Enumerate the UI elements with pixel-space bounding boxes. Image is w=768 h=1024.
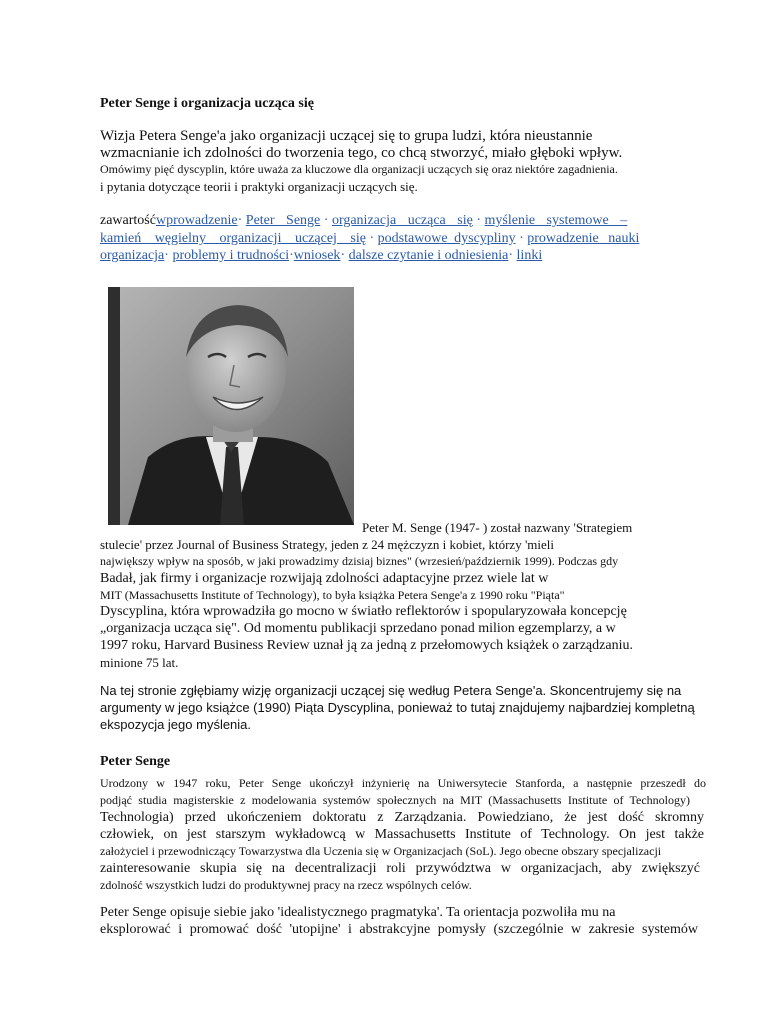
focus-line: argumenty w jego książce (1990) Piąta Dyscyplina, ponieważ to tutaj znajdujemy najbardziej kompletną: [100, 700, 695, 715]
bio-intro-line: Peter M. Senge (1947- ) został nazwany 'Strategiem: [362, 520, 633, 535]
bio-intro-line: Badał, jak firmy i organizacje rozwijają zdolności adaptacyjne przez wiele lat w: [100, 571, 549, 586]
bio-line: Technologia) przed ukończeniem doktoratu z Zarządzania. Powiedziano, że jest dość skromny: [100, 810, 704, 825]
focus-line: ekspozycja jego myślenia.: [100, 717, 252, 732]
focus-line: Na tej stronie zgłębiamy wizję organizacji uczącej się według Petera Senge'a. Skoncentrujemy się na: [100, 683, 682, 698]
toc-link-organizacja[interactable]: organizacja: [100, 248, 165, 263]
section-heading: Peter Senge: [100, 754, 171, 769]
bio-line: podjąć studia magisterskie z modelowania systemów społecznych na MIT (Massachusetts Institute of Technology): [100, 793, 690, 807]
toc-link-wniosek[interactable]: wniosek: [293, 248, 341, 263]
closing-line: Peter Senge opisuje siebie jako 'idealistycznego pragmatyka'. Ta orientacja pozwoliła mu na: [100, 905, 616, 920]
bio-line: człowiek, on jest starszym wykładowcą w Massachusetts Institute of Technology. On jest także: [100, 827, 704, 842]
intro-line: Omówimy pięć dyscyplin, które uważa za kluczowe dla organizacji uczących się oraz niektóre zagadnienia.: [100, 162, 618, 176]
toc-link-prowadzenie-nauki[interactable]: prowadzenie nauki: [527, 231, 640, 246]
bio-intro-line: stulecie' przez Journal of Business Strategy, jeden z 24 mężczyzn i kobiet, którzy 'mieli: [100, 537, 555, 552]
toc-link-peter-senge[interactable]: Peter Senge: [245, 213, 321, 228]
bio-line: zdolność wszystkich ludzi do produktywnej pracy na rzecz wspólnych celów.: [100, 878, 472, 892]
toc-link-dalsze-czytanie[interactable]: dalsze czytanie i odniesienia: [348, 248, 509, 263]
toc-link-linki[interactable]: linki: [516, 248, 543, 263]
bio-intro-line: największy wpływ na sposób, w jaki prowadzimy dzisiaj biznes" (wrzesień/październik 1999). Podczas gdy: [100, 554, 619, 568]
bio-line: Urodzony w 1947 roku, Peter Senge ukończył inżynierię na Uniwersytecie Stanforda, a następnie przeszedł do: [100, 776, 706, 790]
toc-line-2: kamień węgielny organizacji uczącej się · podstawowe dyscypliny · prowadzenie nauki: [100, 231, 640, 246]
intro-line: i pytania dotyczące teorii i praktyki organizacji uczących się.: [100, 179, 418, 194]
bio-intro-line: MIT (Massachusetts Institute of Technology), to była książka Petera Senge'a z 1990 roku "Piąta": [100, 588, 565, 602]
toc-link-wprowadzenie[interactable]: wprowadzenie: [155, 213, 238, 228]
toc-link-myslenie-systemowe[interactable]: myślenie systemowe –: [484, 213, 628, 228]
toc-link-podstawowe-dyscypliny[interactable]: podstawowe dyscypliny: [377, 231, 516, 246]
toc-line-1: zawartośćwprowadzenie· Peter Senge · organizacja ucząca się · myślenie systemowe –: [100, 213, 628, 228]
bio-intro-line: Dyscyplina, która wprowadziła go mocno w światło reflektorów i spopularyzowała koncepcję: [100, 604, 627, 619]
toc-label: zawartość: [100, 213, 156, 228]
page-title: Peter Senge i organizacja ucząca się: [100, 96, 314, 111]
toc-link-problemy-i-trudnosci[interactable]: problemy i trudności: [172, 248, 290, 263]
intro-line: wzmacnianie ich zdolności do tworzenia tego, co chcą stworzyć, miało głęboki wpływ.: [100, 145, 623, 161]
bio-line: założyciel i przewodniczący Towarzystwa dla Uczenia się w Organizacjach (SoL). Jego obecne obszary specjalizacji: [100, 844, 662, 858]
closing-line: eksplorować i promować dość 'utopijne' i abstrakcyjne pomysły (szczególnie w zakresie systemów: [100, 922, 698, 937]
toc-link-kamien-wegielny[interactable]: kamień węgielny organizacji uczącej się: [100, 231, 366, 246]
bio-intro-line: 1997 roku, Harvard Business Review uznał ją za jedną z przełomowych książek o zarządzaniu.: [100, 638, 633, 653]
portrait-photo: [108, 287, 354, 525]
toc-link-organizacja-uczaca-sie[interactable]: organizacja ucząca się: [331, 213, 473, 228]
bio-intro-line: „organizacja ucząca się". Od momentu publikacji sprzedano ponad milion egzemplarzy, a w: [100, 621, 616, 636]
toc-line-3: organizacja· problemy i trudności·wniosek· dalsze czytanie i odniesienia· linki: [100, 248, 543, 263]
bio-intro-line: minione 75 lat.: [100, 655, 179, 670]
bio-line: zainteresowanie skupia się na decentralizacji roli przywództwa w organizacjach, aby zwiększyć: [100, 861, 700, 876]
intro-line: Wizja Petera Senge'a jako organizacji uczącej się to grupa ludzi, która nieustannie: [100, 128, 593, 144]
